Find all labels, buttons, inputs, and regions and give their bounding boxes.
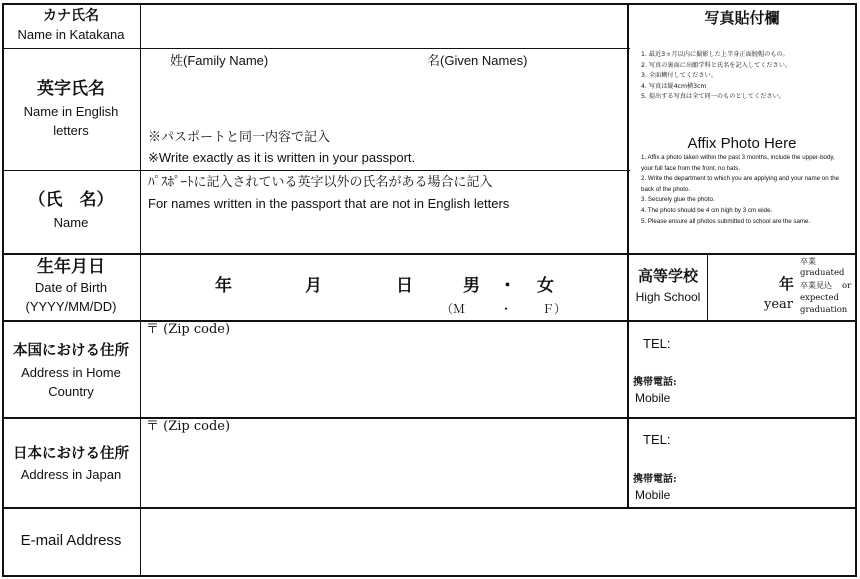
sex-male-option[interactable]: 男 [463, 276, 480, 296]
other-name-note-jp: ﾊﾟｽﾎﾟｰﾄに記入されている英字以外の氏名がある場合に記入 [148, 175, 493, 190]
dob-label-en2: (YYYY/MM/DD) [25, 299, 117, 314]
photo-title: 写真貼付欄 [704, 9, 780, 27]
name-label-en: Name [53, 215, 89, 230]
high-school-label-jp: 高等学校 [637, 267, 698, 285]
email-label: E-mail Address [20, 532, 122, 549]
dob-month-unit: 月 [305, 276, 322, 296]
hs-graduated-en: graduated [800, 268, 845, 278]
home-address-label-en1: Address in Home [21, 365, 121, 380]
photo-title-en: Affix Photo Here [687, 135, 797, 152]
passport-note-en: ※Write exactly as it is written in your passport. [148, 150, 416, 165]
japan-address-input-area[interactable] [142, 437, 626, 506]
japan-tel-label: TEL: [643, 432, 671, 447]
photo-notes-en: 1. Affix a photo taken within the past 3 months, include the upper-body, your full face from the front, no hats. 2. Write the department to which you are applying and your name on the back of the photo. 3. Securely glue the photo. 4. The photo should be 4 cm high by 3 cm wide. 5. Please ensure all photos submitted to school are the same. [641, 154, 840, 225]
photo-note-jp-3: 3. 全面糊付してください。 [641, 72, 717, 79]
kana-label-jp: カナ氏名 [43, 8, 99, 24]
dob-label-en1: Date of Birth [34, 280, 108, 295]
row-divider [2, 320, 857, 322]
passport-note-jp: ※パスポートと同一内容で記入 [148, 130, 331, 145]
japan-zip-label: 〒 (Zip code) [146, 419, 231, 434]
dob-day-unit: 日 [396, 276, 413, 296]
sex-male-en: （Ｍ [441, 302, 466, 316]
hs-graduated-jp[interactable]: 卒業 [800, 257, 816, 266]
email-input-area[interactable] [142, 510, 854, 574]
english-name-input-area[interactable] [142, 72, 626, 128]
row-divider [2, 48, 630, 49]
home-mobile-label-en: Mobile [635, 391, 671, 405]
photo-note-jp-4: 4. 写真は縦4cm横3cm [641, 82, 707, 90]
home-address-label-en2: Country [48, 384, 94, 399]
family-name-label: 姓(Family Name) [170, 53, 269, 68]
other-name-note-en: For names written in the passport that are not in English letters [148, 196, 510, 211]
kana-label-en: Name in Katakana [17, 27, 125, 42]
japan-mobile-label-jp: 携帯電話: [633, 474, 677, 485]
english-name-label-jp: 英字氏名 [37, 79, 105, 99]
home-zip-label: 〒 (Zip code) [146, 322, 231, 337]
english-name-label-en2: letters [53, 123, 89, 138]
column-divider [140, 3, 141, 577]
hs-or: or [842, 281, 852, 291]
hs-graduation-en: graduation [800, 305, 848, 315]
english-name-label-en1: Name in English [23, 104, 119, 119]
home-address-input-area[interactable] [142, 340, 626, 416]
kana-input-area[interactable] [142, 5, 626, 47]
hs-year-jp: 年 [779, 275, 795, 293]
sex-separator-en: ・ [500, 302, 513, 316]
photo-notes-jp [641, 50, 853, 103]
photo-note-jp-1: 1. 最近3ヵ月以内に撮影した上半身正面脱帽のもの。 [641, 51, 789, 58]
other-name-input-area[interactable] [142, 215, 626, 252]
column-divider [707, 253, 708, 321]
row-divider [2, 170, 630, 171]
home-mobile-label-jp: 携帯電話: [633, 377, 677, 388]
japan-address-label-en: Address in Japan [20, 467, 122, 482]
home-tel-label: TEL: [643, 336, 671, 351]
row-divider [2, 507, 857, 509]
dob-label-jp: 生年月日 [37, 257, 105, 277]
dob-year-unit: 年 [215, 276, 232, 296]
hs-year-en: year [764, 297, 794, 312]
sex-female-option[interactable]: 女 [537, 276, 554, 296]
row-divider [2, 253, 857, 255]
given-names-label: 名(Given Names) [427, 53, 528, 68]
japan-mobile-label-en: Mobile [635, 488, 671, 502]
sex-female-en: Ｆ） [542, 302, 567, 316]
hs-expected-jp[interactable]: 卒業見込 [800, 281, 832, 290]
row-divider [2, 417, 857, 419]
home-address-label-jp: 本国における住所 [13, 342, 129, 359]
sex-separator: ・ [499, 276, 516, 296]
hs-expected-en: expected [800, 293, 839, 303]
name-label-jp: （氏 名） [28, 190, 114, 210]
high-school-label-en: High School [635, 290, 701, 304]
photo-note-jp-5: 5. 提出する写真は全て同一のものとしてください。 [641, 93, 785, 100]
photo-note-jp-2: 2. 写真の裏面に出願学科と氏名を記入してください。 [641, 61, 792, 69]
japan-address-label-jp: 日本における住所 [13, 445, 129, 462]
